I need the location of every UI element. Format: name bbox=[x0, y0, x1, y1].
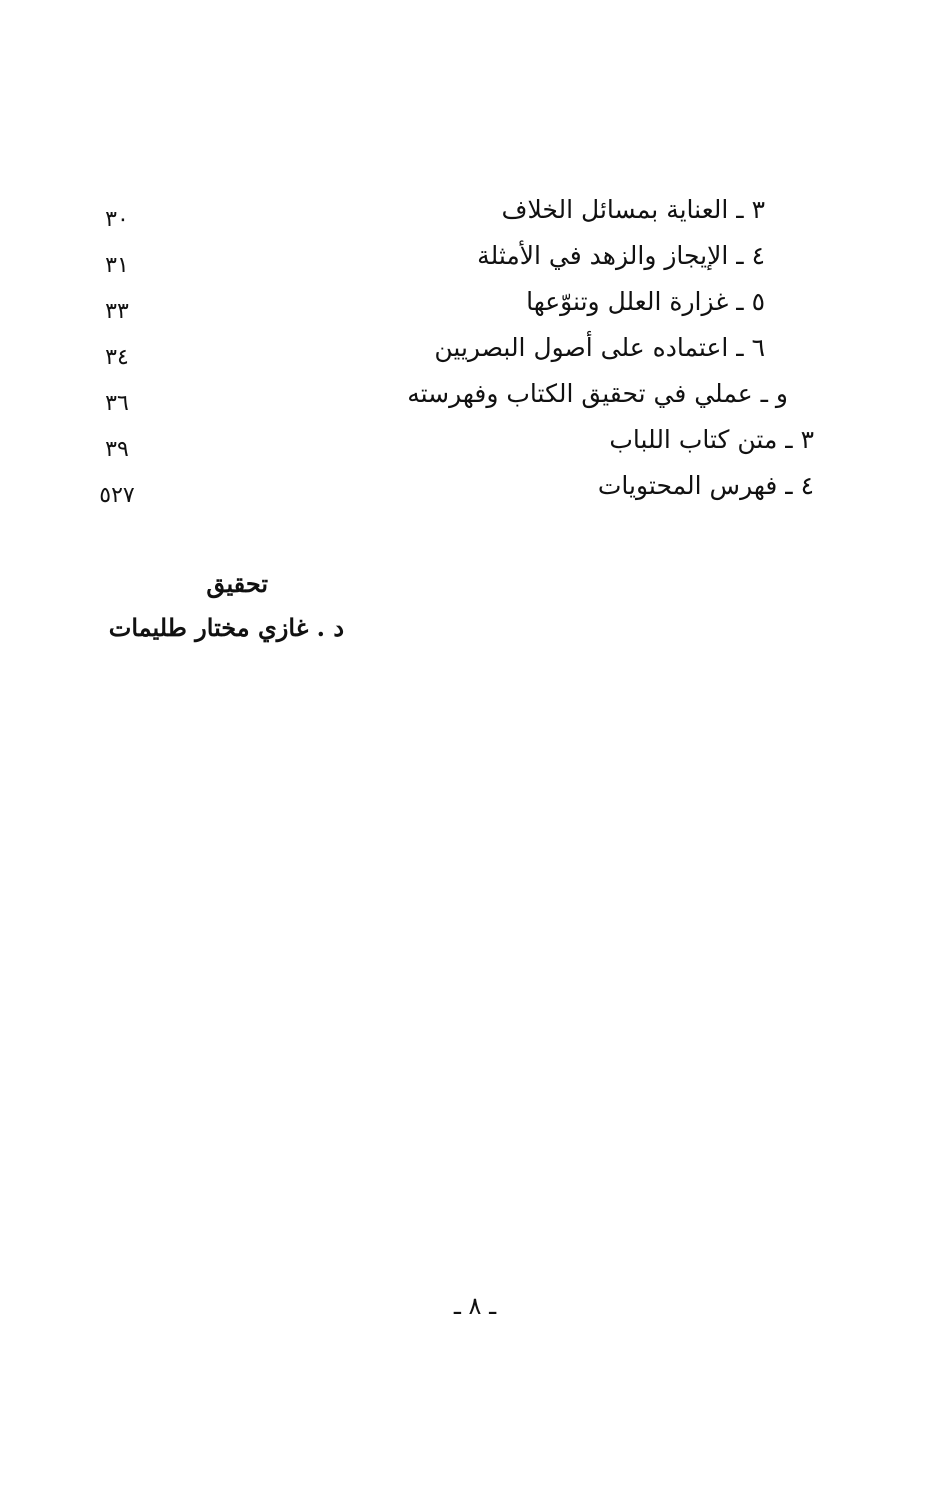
toc-entry bbox=[0, 466, 950, 512]
toc-entry bbox=[0, 328, 950, 374]
toc-entry-page: ٣١ bbox=[105, 253, 129, 278]
toc-entry-page: ٣٩ bbox=[105, 437, 129, 462]
page-number: ـ ٨ ـ bbox=[453, 1292, 497, 1320]
toc-entry-title: ٤ ـ الإيجاز والزهد في الأمثلة bbox=[477, 241, 765, 270]
toc-entry-title: ٦ ـ اعتماده على أصول البصريين bbox=[434, 333, 765, 362]
toc-entry-page: ٣٠ bbox=[105, 207, 129, 232]
toc-entry-page: ٥٢٧ bbox=[99, 483, 135, 508]
toc-entry bbox=[0, 374, 950, 420]
toc-entry bbox=[0, 282, 950, 328]
table-of-contents bbox=[0, 190, 950, 512]
toc-entry-title: ٣ ـ العناية بمسائل الخلاف bbox=[501, 195, 765, 224]
toc-entry-title: ٥ ـ غزارة العلل وتنوّعها bbox=[526, 287, 765, 316]
toc-entry bbox=[0, 236, 950, 282]
toc-entry bbox=[0, 190, 950, 236]
toc-entry-page: ٣٣ bbox=[105, 299, 129, 324]
toc-entry-page: ٣٤ bbox=[105, 345, 129, 370]
editor-credit-label: تحقيق bbox=[206, 569, 268, 598]
toc-entry bbox=[0, 420, 950, 466]
toc-entry-title: ٤ ـ فهرس المحتويات bbox=[597, 471, 814, 500]
toc-entry-title: ٣ ـ متن كتاب اللباب bbox=[609, 425, 814, 454]
editor-name: د . غازي مختار طليمات bbox=[108, 613, 344, 642]
toc-entry-page: ٣٦ bbox=[105, 391, 129, 416]
toc-entry-title: و ـ عملي في تحقيق الكتاب وفهرسته bbox=[407, 379, 788, 408]
